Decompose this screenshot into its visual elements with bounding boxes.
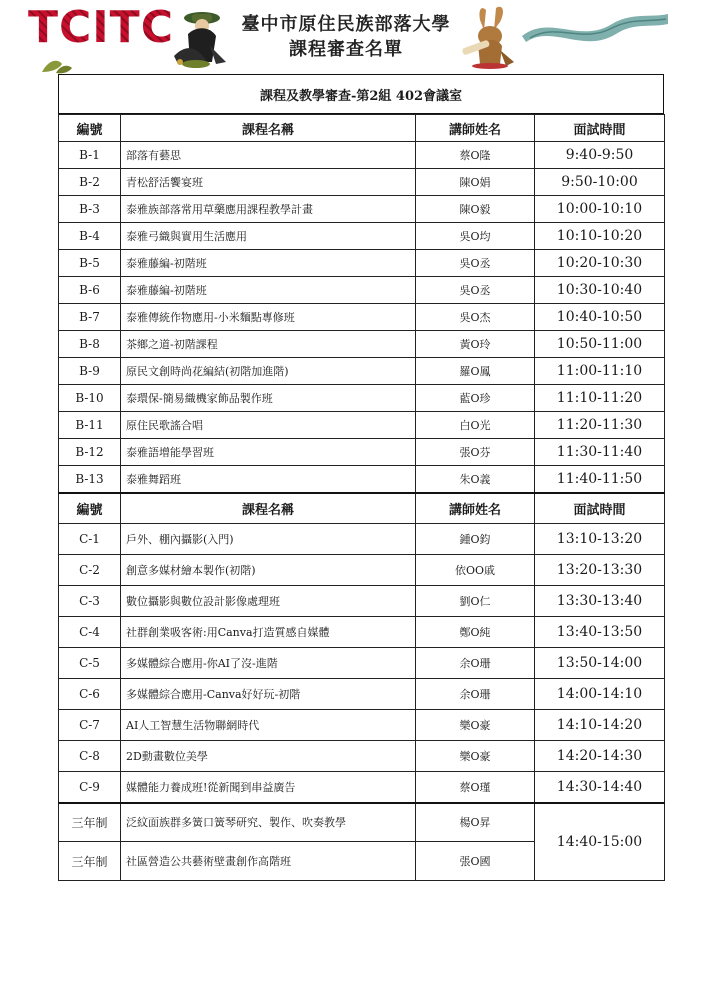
table-row [59,439,665,466]
row-number: B-12 [59,439,121,466]
instructor-name: 陳O毅 [416,196,535,223]
course-name: 泰雅舞蹈班 [121,466,416,493]
interview-time: 11:00-11:10 [535,358,665,385]
instructor-name: 朱O義 [416,466,535,493]
instructor-name: 白O光 [416,412,535,439]
table-header-row [59,115,665,142]
course-name: 泰雅藤編-初階班 [121,277,416,304]
row-number: C-9 [59,772,121,803]
row-number: B-13 [59,466,121,493]
instructor-name: 鄭O純 [416,617,535,648]
page-title [232,12,460,62]
row-number: B-9 [59,358,121,385]
course-name: 數位攝影與數位設計影像處理班 [121,586,416,617]
header-instructor: 講師姓名 [416,493,535,524]
table-row [59,803,665,842]
interview-time: 14:30-14:40 [535,772,665,803]
course-name: 社區營造公共藝術壁畫創作高階班 [121,842,416,881]
row-number: C-2 [59,555,121,586]
interview-time: 10:20-10:30 [535,250,665,277]
interview-time: 14:40-15:00 [535,803,665,881]
course-name: 泰雅語增能學習班 [121,439,416,466]
table-row [59,196,665,223]
instructor-name: 黃O玲 [416,331,535,358]
instructor-name: 楊O昇 [416,803,535,842]
instructor-name: 樂O豪 [416,710,535,741]
header-course: 課程名稱 [121,493,416,524]
header-time: 面試時間 [535,115,665,142]
course-name: 戶外、棚內攝影(入門) [121,524,416,555]
table-row [59,679,665,710]
table-row [59,304,665,331]
instructor-name: 陳O娟 [416,169,535,196]
schedule-table [58,114,665,881]
interview-time: 9:50-10:00 [535,169,665,196]
table-row [59,277,665,304]
row-number: B-11 [59,412,121,439]
interview-time: 14:00-14:10 [535,679,665,710]
header-course: 課程名稱 [121,115,416,142]
table-row [59,223,665,250]
course-name: 泰雅弓織與實用生活應用 [121,223,416,250]
instructor-name: 吳O丞 [416,277,535,304]
table-row [59,142,665,169]
title-line-2: 課程審查名單 [289,39,403,60]
instructor-name: 羅O鳳 [416,358,535,385]
table-row [59,555,665,586]
interview-time: 13:30-13:40 [535,586,665,617]
title-line-1: 臺中市原住民族部落大學 [241,14,451,35]
course-name: 媒體能力養成班!從新聞到串益廣告 [121,772,416,803]
course-name: 青松舒活饗宴班 [121,169,416,196]
header-number: 編號 [59,493,121,524]
instructor-name: 蔡O隆 [416,142,535,169]
instructor-name: 樂O豪 [416,741,535,772]
course-name: AI人工智慧生活物聯網時代 [121,710,416,741]
instructor-name: 余O珊 [416,648,535,679]
instructor-name: 張O國 [416,842,535,881]
interview-time: 13:40-13:50 [535,617,665,648]
course-name: 部落有藝思 [121,142,416,169]
row-number: C-3 [59,586,121,617]
header-time: 面試時間 [535,493,665,524]
row-number: B-4 [59,223,121,250]
table-row [59,331,665,358]
row-number: B-10 [59,385,121,412]
rabbit-illustration [456,4,526,70]
instructor-name: 劉O仁 [416,586,535,617]
instructor-name: 鍾O鈞 [416,524,535,555]
course-name: 泰環保-簡易織機家飾品製作班 [121,385,416,412]
course-name: 原民文創時尚花編結(初階加進階) [121,358,416,385]
row-number: B-8 [59,331,121,358]
session-banner: 課程及教學審查-第2組 402會議室 [58,74,664,114]
table-row [59,250,665,277]
course-name: 社群創業吸客術:用Canva打造質感自媒體 [121,617,416,648]
table-row [59,710,665,741]
table-row [59,741,665,772]
row-number: C-5 [59,648,121,679]
interview-time: 11:20-11:30 [535,412,665,439]
interview-time: 10:10-10:20 [535,223,665,250]
table-row [59,772,665,803]
instructor-name: 吳O均 [416,223,535,250]
row-number: 三年制 [59,842,121,881]
course-name: 原住民歌謠合唱 [121,412,416,439]
table-row [59,358,665,385]
row-number: 三年制 [59,803,121,842]
instructor-name: 藍O珍 [416,385,535,412]
row-number: B-1 [59,142,121,169]
table-row [59,385,665,412]
interview-time: 10:40-10:50 [535,304,665,331]
course-name: 創意多媒材繪本製作(初階) [121,555,416,586]
table-row [59,586,665,617]
row-number: B-6 [59,277,121,304]
interview-time: 14:10-14:20 [535,710,665,741]
interview-time: 13:10-13:20 [535,524,665,555]
table-row [59,466,665,493]
interview-time: 10:50-11:00 [535,331,665,358]
table-row [59,169,665,196]
instructor-name: 張O芬 [416,439,535,466]
interview-time: 11:40-11:50 [535,466,665,493]
table-row [59,524,665,555]
interview-time: 10:30-10:40 [535,277,665,304]
row-number: B-3 [59,196,121,223]
row-number: B-2 [59,169,121,196]
interview-time: 13:50-14:00 [535,648,665,679]
leaf-icon [40,56,74,76]
review-sheet [58,74,664,881]
bird-illustration [166,6,232,70]
interview-time: 14:20-14:30 [535,741,665,772]
header-instructor: 講師姓名 [416,115,535,142]
course-name: 泛紋面族群多簧口簧琴研究、製作、吹奏教學 [121,803,416,842]
row-number: C-4 [59,617,121,648]
course-name: 多媒體綜合應用-Canva好好玩-初階 [121,679,416,710]
course-name: 泰雅傳統作物應用-小米麵點專修班 [121,304,416,331]
row-number: C-1 [59,524,121,555]
instructor-name: 吳O杰 [416,304,535,331]
course-name: 2D動畫數位美學 [121,741,416,772]
table-header-row [59,493,665,524]
row-number: B-7 [59,304,121,331]
course-name: 泰雅藤編-初階班 [121,250,416,277]
instructor-name: 依OO戚 [416,555,535,586]
header-number: 編號 [59,115,121,142]
course-name: 泰雅族部落常用草藥應用課程教學計畫 [121,196,416,223]
row-number: C-7 [59,710,121,741]
course-name: 多媒體綜合應用-你AI了沒-進階 [121,648,416,679]
row-number: C-8 [59,741,121,772]
row-number: C-6 [59,679,121,710]
ribbon-decoration [520,10,670,44]
page-header [0,0,707,72]
row-number: B-5 [59,250,121,277]
interview-time: 11:30-11:40 [535,439,665,466]
interview-time: 9:40-9:50 [535,142,665,169]
instructor-name: 吳O丞 [416,250,535,277]
interview-time: 10:00-10:10 [535,196,665,223]
tcitc-logo [28,2,174,53]
interview-time: 11:10-11:20 [535,385,665,412]
instructor-name: 余O珊 [416,679,535,710]
table-row [59,412,665,439]
interview-time: 13:20-13:30 [535,555,665,586]
instructor-name: 蔡O瑾 [416,772,535,803]
logo-text: TCITC [28,2,174,53]
table-row [59,648,665,679]
course-name: 茶鄉之道-初階課程 [121,331,416,358]
table-row [59,617,665,648]
